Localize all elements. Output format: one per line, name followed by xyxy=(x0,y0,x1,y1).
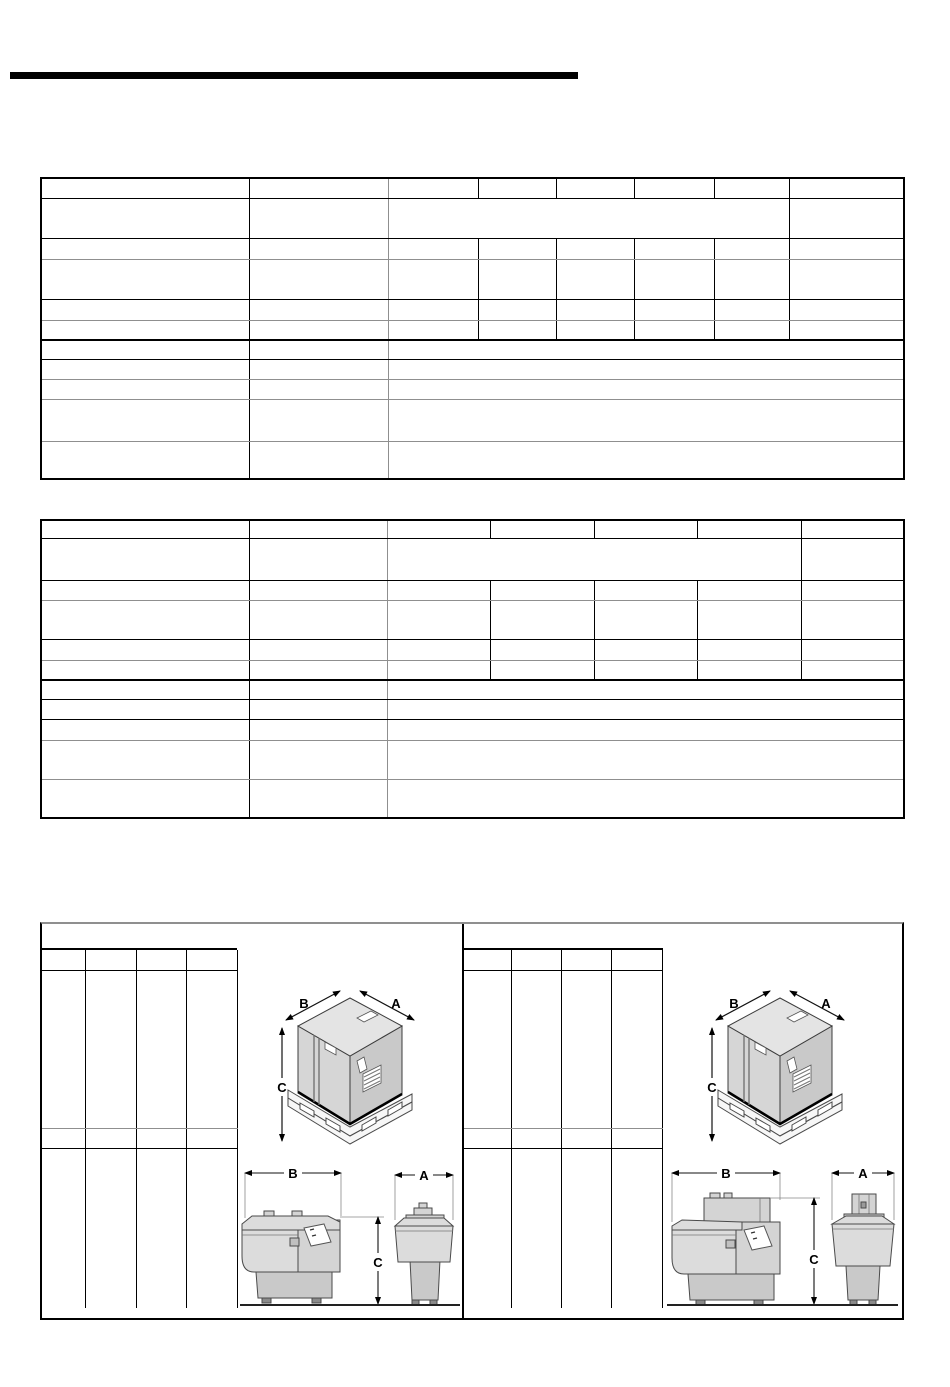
table-cell xyxy=(249,340,388,359)
table-cell xyxy=(634,238,714,259)
table-cell xyxy=(556,320,634,340)
table-cell xyxy=(697,580,801,600)
machine-side-view xyxy=(242,1211,340,1303)
table-cell xyxy=(464,970,511,1128)
machine-front-view xyxy=(395,1203,453,1305)
packaging-section xyxy=(40,922,904,1320)
table-cell xyxy=(249,379,388,399)
table-cell xyxy=(41,680,249,699)
table-cell xyxy=(697,639,801,660)
table-cell xyxy=(387,699,904,719)
table-cell xyxy=(42,1148,85,1308)
table-cell xyxy=(478,320,556,340)
table-cell xyxy=(697,520,801,538)
table-row xyxy=(41,600,904,639)
table-cell xyxy=(41,779,249,818)
dimension-label-a: A xyxy=(419,1168,429,1183)
table-cell xyxy=(41,259,249,299)
table-cell xyxy=(249,259,388,299)
table-cell xyxy=(388,238,478,259)
dimension-label-b: B xyxy=(299,996,309,1011)
table-cell xyxy=(464,950,511,970)
table-cell xyxy=(634,320,714,340)
table-cell xyxy=(388,399,904,441)
table-cell xyxy=(714,299,789,320)
table-cell xyxy=(249,699,387,719)
table-cell xyxy=(561,1128,611,1148)
table-cell xyxy=(249,538,387,580)
table-cell xyxy=(41,340,249,359)
table-cell xyxy=(41,699,249,719)
table-cell xyxy=(388,178,478,198)
table-cell xyxy=(388,299,478,320)
table-cell xyxy=(41,399,249,441)
table-cell xyxy=(697,660,801,680)
table-row xyxy=(41,259,904,299)
dimension-label-a: A xyxy=(821,996,831,1011)
table-cell xyxy=(388,441,904,479)
table-cell xyxy=(41,520,249,538)
dimension-label-b: B xyxy=(288,1166,298,1181)
table-row xyxy=(464,970,662,1128)
table-cell xyxy=(249,580,387,600)
table-cell xyxy=(714,178,789,198)
table-cell xyxy=(594,520,697,538)
table-cell xyxy=(611,1148,662,1308)
table-cell xyxy=(464,1128,511,1148)
table-cell xyxy=(388,359,904,379)
table-cell xyxy=(464,1148,511,1308)
table-cell xyxy=(490,520,594,538)
table-row xyxy=(41,580,904,600)
table-cell xyxy=(490,580,594,600)
table-cell xyxy=(789,299,904,320)
table-cell xyxy=(478,299,556,320)
table-cell xyxy=(387,580,490,600)
table-cell xyxy=(801,600,904,639)
packaging-panel-left xyxy=(42,924,464,1318)
title-rule xyxy=(10,72,578,79)
table-cell xyxy=(387,660,490,680)
table-cell xyxy=(594,580,697,600)
spec-table-2 xyxy=(40,519,905,819)
table-cell xyxy=(594,639,697,660)
table-cell xyxy=(801,660,904,680)
table-cell xyxy=(490,600,594,639)
table-row xyxy=(41,699,904,719)
table-row xyxy=(42,1148,237,1308)
table-cell xyxy=(186,1128,237,1148)
machine-drawing-left xyxy=(238,1158,462,1316)
table-cell xyxy=(387,719,904,740)
table-cell xyxy=(387,639,490,660)
table-row xyxy=(464,1128,662,1148)
table-cell xyxy=(42,1128,85,1148)
table-cell xyxy=(611,970,662,1128)
table-cell xyxy=(85,1128,136,1148)
table-cell xyxy=(511,1148,561,1308)
table-cell xyxy=(41,320,249,340)
table-row xyxy=(42,1128,237,1148)
table-cell xyxy=(41,719,249,740)
table-cell xyxy=(789,178,904,198)
table-cell xyxy=(789,238,904,259)
panel-title-strip xyxy=(464,924,663,950)
dimensions-table-left xyxy=(42,950,238,1308)
dimension-label-c: C xyxy=(373,1255,383,1270)
table-row xyxy=(41,740,904,779)
dimension-label-c: C xyxy=(277,1080,287,1095)
table-cell xyxy=(561,970,611,1128)
table-cell xyxy=(85,970,136,1128)
table-cell xyxy=(85,1148,136,1308)
table-cell xyxy=(801,538,904,580)
table-cell xyxy=(249,178,388,198)
crate-illustration-right xyxy=(700,986,860,1152)
machine-side-view xyxy=(672,1193,780,1305)
table-row xyxy=(41,379,904,399)
table-cell xyxy=(41,600,249,639)
table-cell xyxy=(490,660,594,680)
table-cell xyxy=(41,379,249,399)
table-row xyxy=(41,441,904,479)
table-cell xyxy=(136,970,186,1128)
table-cell xyxy=(387,740,904,779)
table-cell xyxy=(136,1128,186,1148)
table-cell xyxy=(249,600,387,639)
table-row xyxy=(41,538,904,580)
table-cell xyxy=(478,178,556,198)
table-row xyxy=(41,520,904,538)
table-row xyxy=(41,359,904,379)
table-cell xyxy=(41,740,249,779)
panel-title-strip xyxy=(42,924,237,950)
table-cell xyxy=(561,950,611,970)
dimension-label-a: A xyxy=(858,1166,868,1181)
table-cell xyxy=(511,970,561,1128)
table-cell xyxy=(561,1148,611,1308)
table-cell xyxy=(249,320,388,340)
table-row xyxy=(464,950,662,970)
table-cell xyxy=(41,441,249,479)
table-cell xyxy=(249,299,388,320)
table-cell xyxy=(186,970,237,1128)
table-cell xyxy=(249,680,387,699)
table-cell xyxy=(249,399,388,441)
dimensions-table-right xyxy=(464,950,663,1308)
dimension-label-b: B xyxy=(721,1166,731,1181)
table-cell xyxy=(136,950,186,970)
table-cell xyxy=(186,1148,237,1308)
table-cell xyxy=(186,950,237,970)
table-row xyxy=(41,340,904,359)
dimension-label-b: B xyxy=(729,996,739,1011)
table-cell xyxy=(387,538,801,580)
table-cell xyxy=(634,299,714,320)
dimension-label-c: C xyxy=(707,1080,717,1095)
table-cell xyxy=(789,198,904,238)
table-cell xyxy=(789,320,904,340)
table-row xyxy=(42,970,237,1128)
dimension-label-c: C xyxy=(809,1252,819,1267)
table-cell xyxy=(249,359,388,379)
table-cell xyxy=(387,520,490,538)
table-cell xyxy=(249,779,387,818)
table-cell xyxy=(388,259,478,299)
machine-front-view xyxy=(832,1194,894,1305)
table-cell xyxy=(249,719,387,740)
table-cell xyxy=(41,178,249,198)
table-cell xyxy=(714,320,789,340)
table-row xyxy=(41,779,904,818)
table-cell xyxy=(249,639,387,660)
table-cell xyxy=(789,259,904,299)
packaging-panel-right xyxy=(464,924,902,1318)
table-cell xyxy=(801,639,904,660)
table-cell xyxy=(556,299,634,320)
dimension-label-a: A xyxy=(391,996,401,1011)
table-cell xyxy=(249,441,388,479)
table-cell xyxy=(556,259,634,299)
table-cell xyxy=(388,379,904,399)
table-cell xyxy=(801,580,904,600)
table-cell xyxy=(714,238,789,259)
table-cell xyxy=(42,950,85,970)
table-cell xyxy=(594,600,697,639)
table-row xyxy=(464,1148,662,1308)
table-cell xyxy=(490,639,594,660)
table-row xyxy=(41,198,904,238)
table-cell xyxy=(41,639,249,660)
table-cell xyxy=(387,779,904,818)
table-cell xyxy=(41,299,249,320)
table-cell xyxy=(697,600,801,639)
machine-drawing-right xyxy=(662,1158,902,1316)
table-cell xyxy=(511,950,561,970)
table-cell xyxy=(249,238,388,259)
table-cell xyxy=(41,580,249,600)
table-cell xyxy=(249,198,388,238)
table-cell xyxy=(249,740,387,779)
table-row xyxy=(41,178,904,198)
spec-table-1 xyxy=(40,177,905,480)
crate-illustration-left xyxy=(270,986,430,1152)
table-cell xyxy=(634,178,714,198)
table-cell xyxy=(714,259,789,299)
table-row xyxy=(41,320,904,340)
table-row xyxy=(41,299,904,320)
table-cell xyxy=(136,1148,186,1308)
table-cell xyxy=(556,178,634,198)
table-cell xyxy=(41,660,249,680)
table-cell xyxy=(634,259,714,299)
table-cell xyxy=(41,359,249,379)
table-cell xyxy=(511,1128,561,1148)
table-row xyxy=(42,950,237,970)
table-row xyxy=(41,660,904,680)
table-cell xyxy=(388,340,904,359)
table-cell xyxy=(249,520,387,538)
table-cell xyxy=(41,238,249,259)
table-row xyxy=(41,680,904,699)
table-cell xyxy=(556,238,634,259)
table-cell xyxy=(249,660,387,680)
table-cell xyxy=(41,538,249,580)
table-cell xyxy=(478,238,556,259)
table-row xyxy=(41,719,904,740)
table-cell xyxy=(387,600,490,639)
table-cell xyxy=(42,970,85,1128)
table-cell xyxy=(388,198,789,238)
table-cell xyxy=(85,950,136,970)
table-cell xyxy=(801,520,904,538)
table-row xyxy=(41,399,904,441)
table-cell xyxy=(41,198,249,238)
table-cell xyxy=(611,1128,662,1148)
table-cell xyxy=(387,680,904,699)
table-row xyxy=(41,238,904,259)
table-cell xyxy=(611,950,662,970)
table-row xyxy=(41,639,904,660)
table-cell xyxy=(478,259,556,299)
table-cell xyxy=(388,320,478,340)
table-cell xyxy=(594,660,697,680)
